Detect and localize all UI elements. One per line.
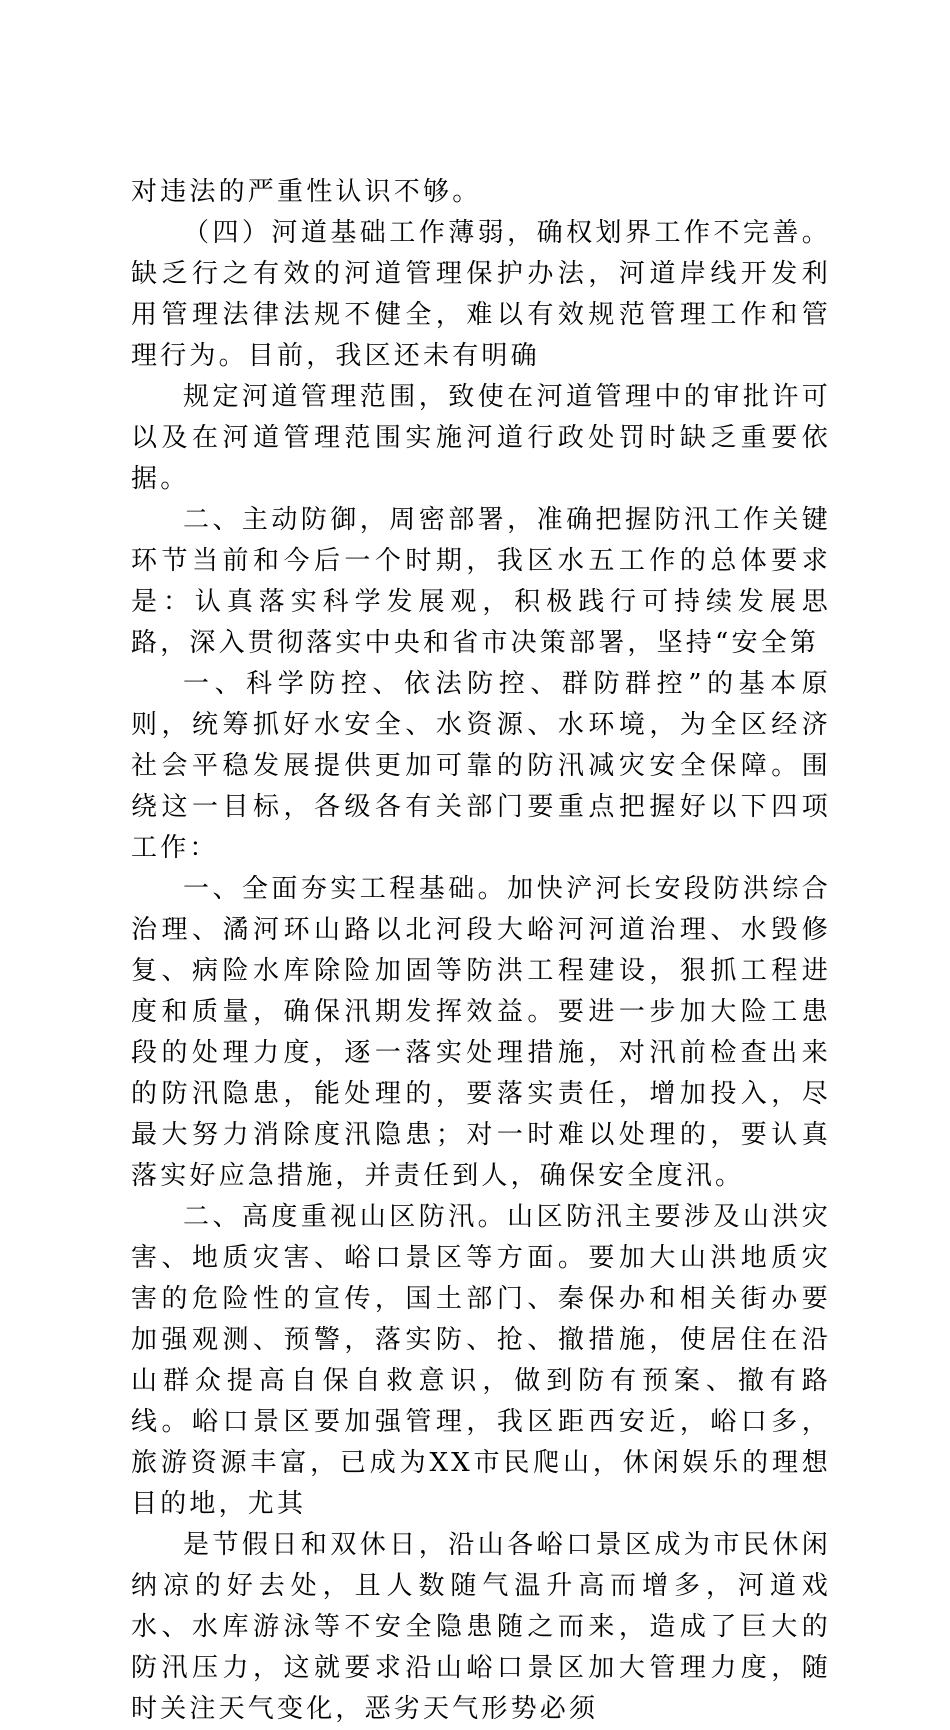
paragraph-3: 规定河道管理范围，致使在河道管理中的审批许可以及在河道管理范围实施河道行政处罚时缺乏重要依据。 [131, 382, 831, 494]
paragraph-7: 二、高度重视山区防汛。山区防汛主要涉及山洪灾害、地质灾害、峪口景区等方面。要加大山洪地质灾害的危险性的宣传，国土部门、秦保办和相关街办要加强观测、预警，落实防、抢、撤措施，使居住在沿山群众提高自保自救意识，做到防有预案、撤有路线。峪口景区要加强管理，我区距西安近，峪口多，旅游资源丰富，已成为XX市民爬山，休闲娱乐的理想目的地，尤其 [131, 1202, 831, 1519]
paragraph-8: 是节假日和双休日，沿山各峪口景区成为市民休闲纳凉的好去处，且人数随气温升高而增多，河道戏水、水库游泳等不安全隐患随之而来，造成了巨大的防汛压力，这就要求沿山峪口景区加大管理力度，随时关注天气变化，恶劣天气形势必须 [131, 1530, 831, 1724]
paragraph-1: 对违法的严重性认识不够。 [131, 177, 482, 207]
paragraph-4: 二、主动防御，周密部署，准确把握防汛工作关键环节当前和今后一个时期，我区水五工作的总体要求是：认真落实科学发展观，积极践行可持续发展思路，深入贯彻落实中央和省市决策部署，坚持“安全第 [131, 505, 831, 658]
paragraph-5: 一、科学防控、依法防控、群防群控”的基本原则，统筹抓好水安全、水资源、水环境，为全区经济社会平稳发展提供更加可靠的防汛减灾安全保障。围绕这一目标，各级各有关部门要重点把握好以下四项工作： [131, 669, 831, 863]
paragraph-6: 一、全面夯实工程基础。加快浐河长安段防洪综合治理、潏河环山路以北河段大峪河河道治理、水毁修复、病险水库除险加固等防洪工程建设，狠抓工程进度和质量，确保汛期发挥效益。要进一步加大险工患段的处理力度，逐一落实处理措施，对汛前检查出来的防汛隐患，能处理的，要落实责任，增加投入，尽最大努力消除度汛隐患；对一时难以处理的，要认真落实好应急措施，并责任到人，确保安全度汛。 [131, 874, 831, 1191]
paragraph-2: （四）河道基础工作薄弱，确权划界工作不完善。缺乏行之有效的河道管理保护办法，河道岸线开发利用管理法律法规不健全，难以有效规范管理工作和管理行为。目前，我区还未有明确 [131, 218, 831, 371]
document-body [131, 172, 831, 1730]
